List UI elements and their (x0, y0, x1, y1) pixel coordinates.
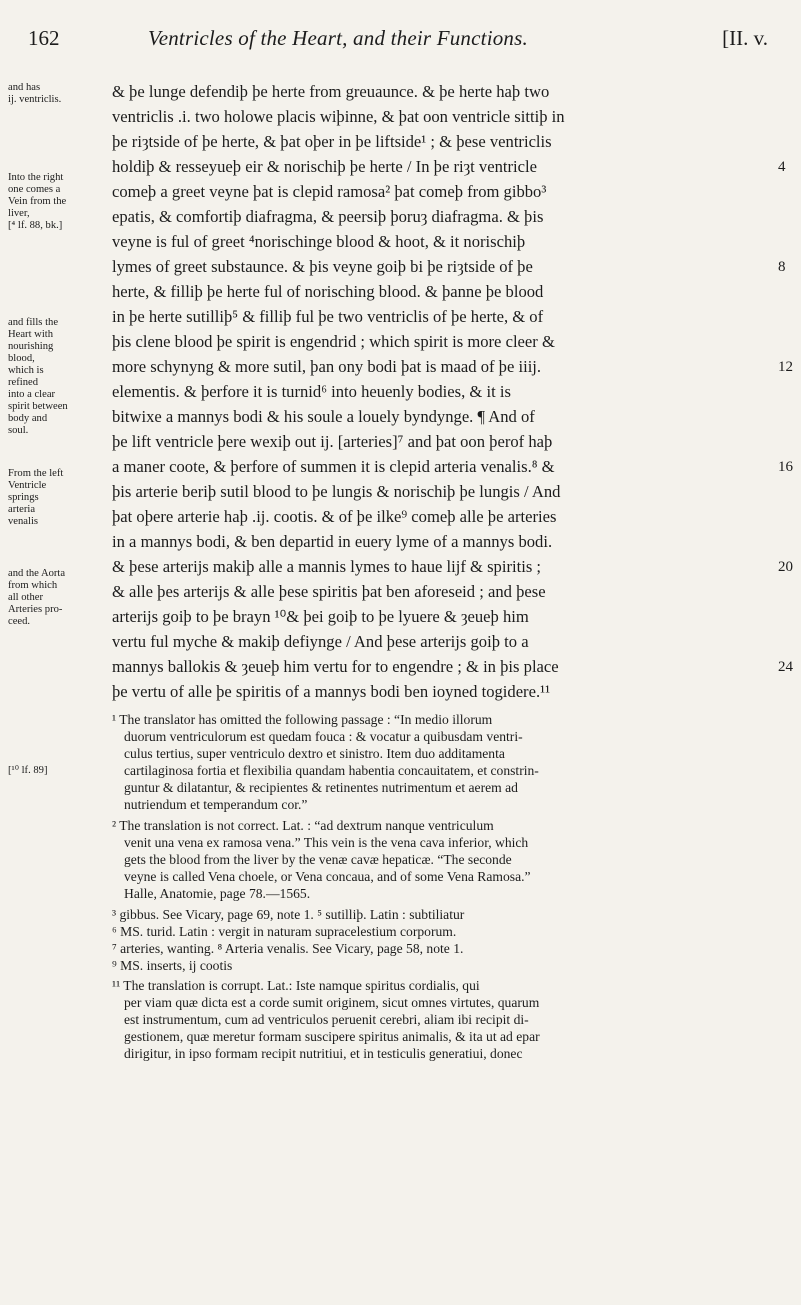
running-title: Ventricles of the Heart, and their Functions. (148, 26, 528, 50)
side-note: and fills the Heart with nourishing blood, which is refined into a clear spirit between body and soul. (8, 317, 68, 436)
footnote-line: venit una vena ex ramosa vena.” This vein is the vena cava inferior, which (124, 835, 529, 850)
text-line: þis arterie beriþ sutil blood to þe lungis & norischiþ þe lungis / And (112, 482, 561, 501)
text-line: & alle þes arterijs & alle þese spiritis þat ben aforeseid ; and þese (112, 582, 546, 601)
line-number: 24 (778, 659, 793, 675)
footnote-line: veyne is called Vena choele, or Vena concaua, and of some Vena Ramosa.” (124, 869, 531, 884)
footnote-line: per viam quæ dicta est a corde sumit originem, sicut omnes virtutes, quarum (124, 995, 540, 1010)
footnote-line: ³ gibbus. See Vicary, page 69, note 1. ⁵ sutilliþ. Latin : subtiliatur (112, 907, 465, 922)
footnote-line: gets the blood from the liver by the venæ cavæ hepaticæ. “The seconde (124, 852, 512, 867)
footnote-line: ¹¹ The translation is corrupt. Lat.: Iste namque spiritus cordialis, qui (112, 978, 480, 993)
side-note: and the Aorta from which all other Arteries pro- ceed. (8, 568, 66, 627)
line-number: 8 (778, 259, 786, 275)
text-line: þe vertu of alle þe spiritis of a mannys bodi ben ioyned togidere.¹¹ (112, 682, 551, 701)
text-line: lymes of greet substaunce. & þis veyne goiþ bi þe riȝtside of þe (112, 257, 533, 276)
footnote-line: ² The translation is not correct. Lat. : “ad dextrum nanque ventriculum (112, 818, 494, 833)
footnote-line: guntur & dilatantur, & recipientes & retinentes nutrimentum et aerem ad (124, 780, 518, 795)
footnote-line: ⁶ MS. turid. Latin : vergit in naturam supracelestium corporum. (112, 924, 457, 939)
line-number: 20 (778, 559, 793, 575)
text-line: in þe herte sutilliþ⁵ & filliþ ful þe two ventriclis of þe herte, & of (112, 307, 544, 326)
side-note: [¹⁰ lf. 89] (8, 765, 48, 776)
footnote-line: ⁹ MS. inserts, ij cootis (112, 958, 233, 973)
line-number: 4 (778, 159, 786, 175)
text-line: epatis, & comfortiþ diafragma, & peersiþ þoruȝ diafragma. & þis (112, 207, 544, 226)
text-line: ventriclis .i. two holowe placis wiþinne, & þat oon ventricle sittiþ in (112, 107, 565, 126)
text-line: mannys ballokis & ȝeueþ him vertu for to engendre ; & in þis place (112, 657, 559, 676)
text-line: elementis. & þerfore it is turnid⁶ into heuenly bodies, & it is (112, 382, 511, 401)
text-line: þe riȝtside of þe herte, & þat oþer in þe liftside¹ ; & þese ventriclis (112, 132, 552, 151)
text-line: veyne is ful of greet ⁴norischinge blood & hoot, & it norischiþ (112, 232, 526, 251)
footnote-line: gestionem, quæ meretur formam suscipere spiritus animalis, & ita ut ad epar (124, 1029, 540, 1044)
footnote-line: ¹ The translator has omitted the following passage : “In medio illorum (112, 712, 493, 727)
line-number: 16 (778, 459, 793, 475)
side-note: Into the right one comes a Vein from the liver, [⁴ lf. 88, bk.] (8, 172, 67, 231)
footnote-line: nutriendum et temperandum cor.” (124, 797, 308, 812)
text-line: vertu ful myche & makiþ defiynge / And þese arterijs goiþ to a (112, 632, 529, 651)
side-note: From the left Ventricle springs arteria venalis (8, 468, 64, 527)
text-line: comeþ a greet veyne þat is clepid ramosa² þat comeþ from gibbo³ (112, 182, 547, 201)
footnote-line: Halle, Anatomie, page 78.—1565. (124, 886, 311, 901)
page-number: 162 (28, 26, 60, 50)
text-line: þat oþere arterie haþ .ij. cootis. & of þe ilke⁹ comeþ alle þe arteries (112, 507, 557, 526)
text-line: bitwixe a mannys bodi & his soule a louely byndynge. ¶ And of (112, 407, 535, 426)
line-number: 12 (778, 359, 793, 375)
footnote-line: culus tertius, super ventriculo dextro et sinistro. Item duo additamenta (124, 746, 505, 761)
footnote-line: ⁷ arteries, wanting. ⁸ Arteria venalis. See Vicary, page 58, note 1. (112, 941, 464, 956)
text-line: more schynyng & more sutil, þan ony bodi þat is maad of þe iiij. (112, 357, 542, 376)
footnote-line: duorum ventriculorum est quedam fouca : & vocatur a quibusdam ventri- (124, 729, 523, 744)
footnote-line: est instrumentum, cum ad ventriculos peruenit cerebri, aliam ibi recipit di- (124, 1012, 529, 1027)
text-line: & þese arterijs makiþ alle a mannis lymes to haue lijf & spiritis ; (112, 557, 542, 576)
text-line: þis clene blood þe spirit is engendrid ; which spirit is more cleer & (112, 332, 555, 351)
text-line: in a mannys bodi, & ben departid in euery lyme of a mannys bodi. (112, 532, 553, 551)
text-line: arterijs goiþ to þe brayn ¹⁰& þei goiþ to þe lyuere & ȝeueþ him (112, 607, 529, 626)
text-line: & þe lunge defendiþ þe herte from greuaunce. & þe herte haþ two (112, 82, 550, 101)
section-marker: [II. v. (722, 26, 768, 50)
text-line: a maner coote, & þerfore of summen it is clepid arteria venalis.⁸ & (112, 457, 555, 476)
footnote-line: cartilaginosa fortia et flexibilia quandam habentia concauitatem, et constrin- (124, 763, 539, 778)
running-header (28, 20, 768, 60)
text-line: herte, & filliþ þe herte ful of norisching blood. & þanne þe blood (112, 282, 544, 301)
side-note: and has ij. ventriclis. (8, 82, 62, 105)
footnote-line: dirigitur, in ipso formam recipit nutritiui, et in testiculis generatiui, donec (124, 1046, 523, 1061)
text-line: þe lift ventricle þere wexiþ out ij. [arteries]⁷ and þat oon þerof haþ (112, 432, 553, 451)
text-line: holdiþ & resseyueþ eir & norischiþ þe herte / In þe riȝt ventricle (112, 157, 537, 176)
